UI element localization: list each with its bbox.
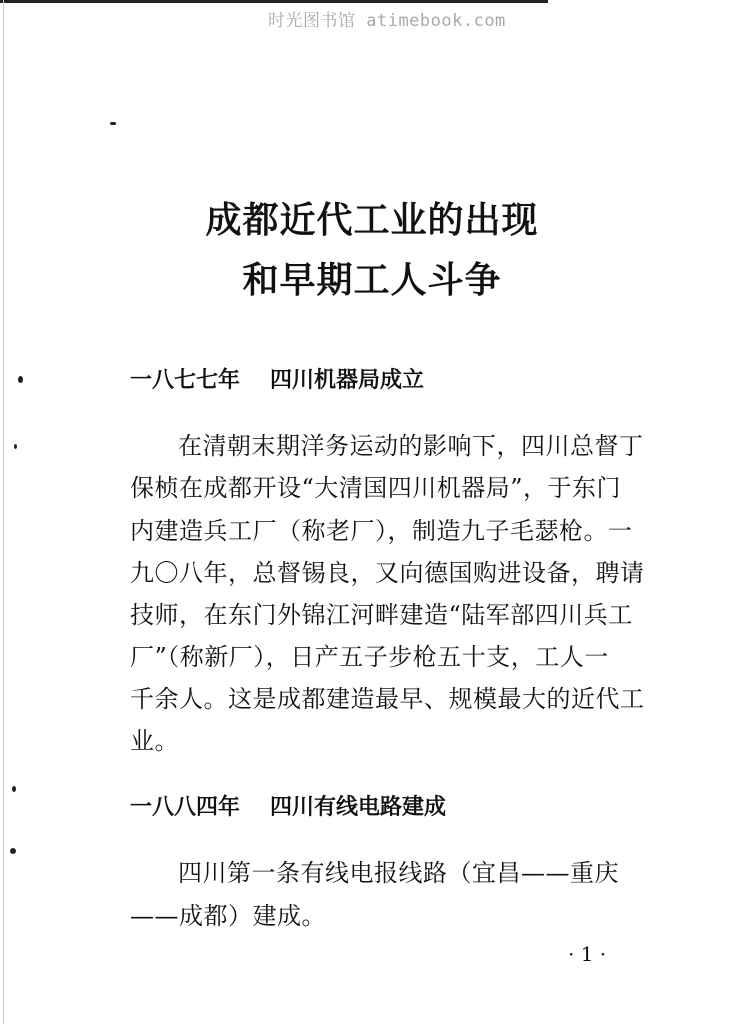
section-title: 四川机器局成立 <box>270 368 425 393</box>
body-line: 在清朝末期洋务运动的影响下，四川总督丁 <box>178 432 644 460</box>
page-title-line-1: 成都近代工业的出现 <box>205 200 539 241</box>
body-line: 内建造兵工厂（称老厂），制造九子毛瑟枪。一 <box>130 517 633 545</box>
scan-speck <box>12 786 16 792</box>
section-title: 四川有线电路建成 <box>270 795 447 820</box>
section-year: 一八八四年 <box>130 795 241 820</box>
watermark: 时光图书馆 atimebook.com <box>268 11 506 31</box>
body-line: 业。 <box>130 727 179 755</box>
section-year: 一八七七年 <box>130 368 241 393</box>
page-edge <box>3 0 4 1024</box>
scan-speck <box>14 444 17 449</box>
body-line: 技师，在东门外锦江河畔建造“陆军部四川兵工 <box>130 601 633 629</box>
scan-speck <box>110 122 116 125</box>
body-line: 九〇八年，总督锡良，又向德国购进设备，聘请 <box>130 559 645 587</box>
body-line: 千余人。这是成都建造最早、规模最大的近代工 <box>130 685 645 713</box>
page-number: · 1 · <box>568 942 607 966</box>
scan-speck <box>18 376 23 383</box>
body-line: ——成都）建成。 <box>130 902 326 930</box>
page-title-line-2: 和早期工人斗争 <box>242 260 502 301</box>
body-line: 四川第一条有线电报线路（宜昌——重庆 <box>178 859 619 887</box>
body-line: 保桢在成都开设“大清国四川机器局”，于东门 <box>130 474 622 502</box>
body-line: 厂”（称新厂），日产五子步枪五十支，工人一 <box>130 643 609 671</box>
section-heading <box>130 363 424 394</box>
scan-speck <box>10 848 16 854</box>
top-rule <box>0 0 548 3</box>
section-heading <box>130 790 446 821</box>
